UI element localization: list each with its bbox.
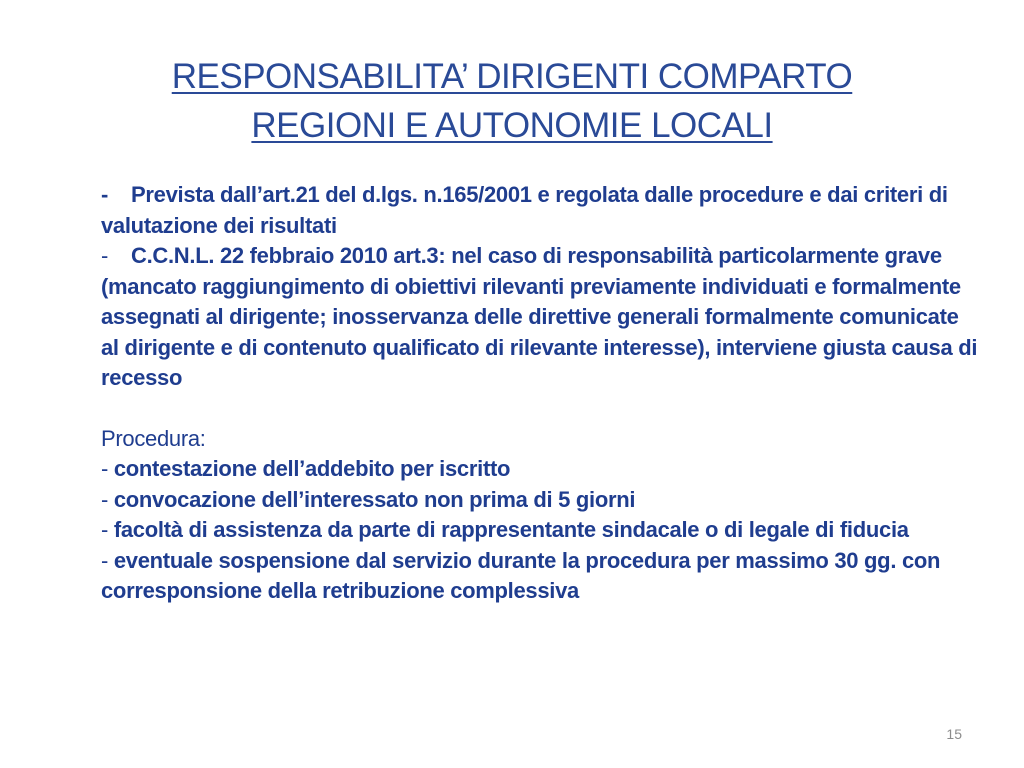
bullet-item	[101, 241, 981, 394]
bullet-marker: -	[101, 182, 109, 207]
procedure-text: contestazione dell’addebito per iscritto	[113, 456, 511, 481]
bullet-text: particolarmente grave (mancato raggiungimento di obiettivi rilevanti previamente individuati e formalmente assegnati al dirigente; inosservanza delle direttive generali formalmente comunicate al dirigente e di contenuto qualificato di rilevante interesse), interviene giusta causa di recesso	[101, 243, 978, 390]
procedure-text: convocazione dell’interessato non prima di 5 giorni	[113, 486, 636, 512]
title-line-2: REGIONI E AUTONOMIE LOCALI	[251, 106, 773, 145]
bullet-text: procedure e dai criteri di valutazione dei risultati	[101, 182, 948, 238]
procedure-marker: -	[101, 486, 109, 512]
procedure-item	[101, 546, 981, 607]
procedure-item	[101, 454, 981, 485]
slide-title	[0, 52, 1024, 150]
procedure-marker: -	[101, 547, 109, 573]
procedure-text: facoltà di assistenza da parte di rappresentante sindacale o di legale di fiducia	[113, 517, 909, 542]
page-number: 15	[946, 726, 962, 742]
spacer	[101, 394, 981, 424]
procedure-marker: -	[101, 517, 109, 542]
title-line-1: RESPONSABILITA’ DIRIGENTI COMPARTO	[171, 57, 853, 96]
procedure-text: eventuale sospensione dal servizio durante la procedura per massimo 30 gg. con corresponsione della retribuzione complessiva	[101, 547, 941, 603]
bullet-item	[101, 180, 981, 241]
procedure-heading: Procedura:	[101, 425, 206, 451]
bullet-line: Prevista dall’art.21 del d.lgs. n.165/2001 e regolata dalle	[131, 182, 693, 207]
bullet-line: C.C.N.L. 22 febbraio 2010 art.3: nel caso di responsabilità	[131, 243, 713, 268]
procedure-item	[101, 485, 981, 516]
slide-body	[101, 180, 981, 607]
bullet-marker: -	[101, 243, 109, 268]
procedure-marker: -	[101, 456, 109, 481]
procedure-item	[101, 515, 981, 546]
